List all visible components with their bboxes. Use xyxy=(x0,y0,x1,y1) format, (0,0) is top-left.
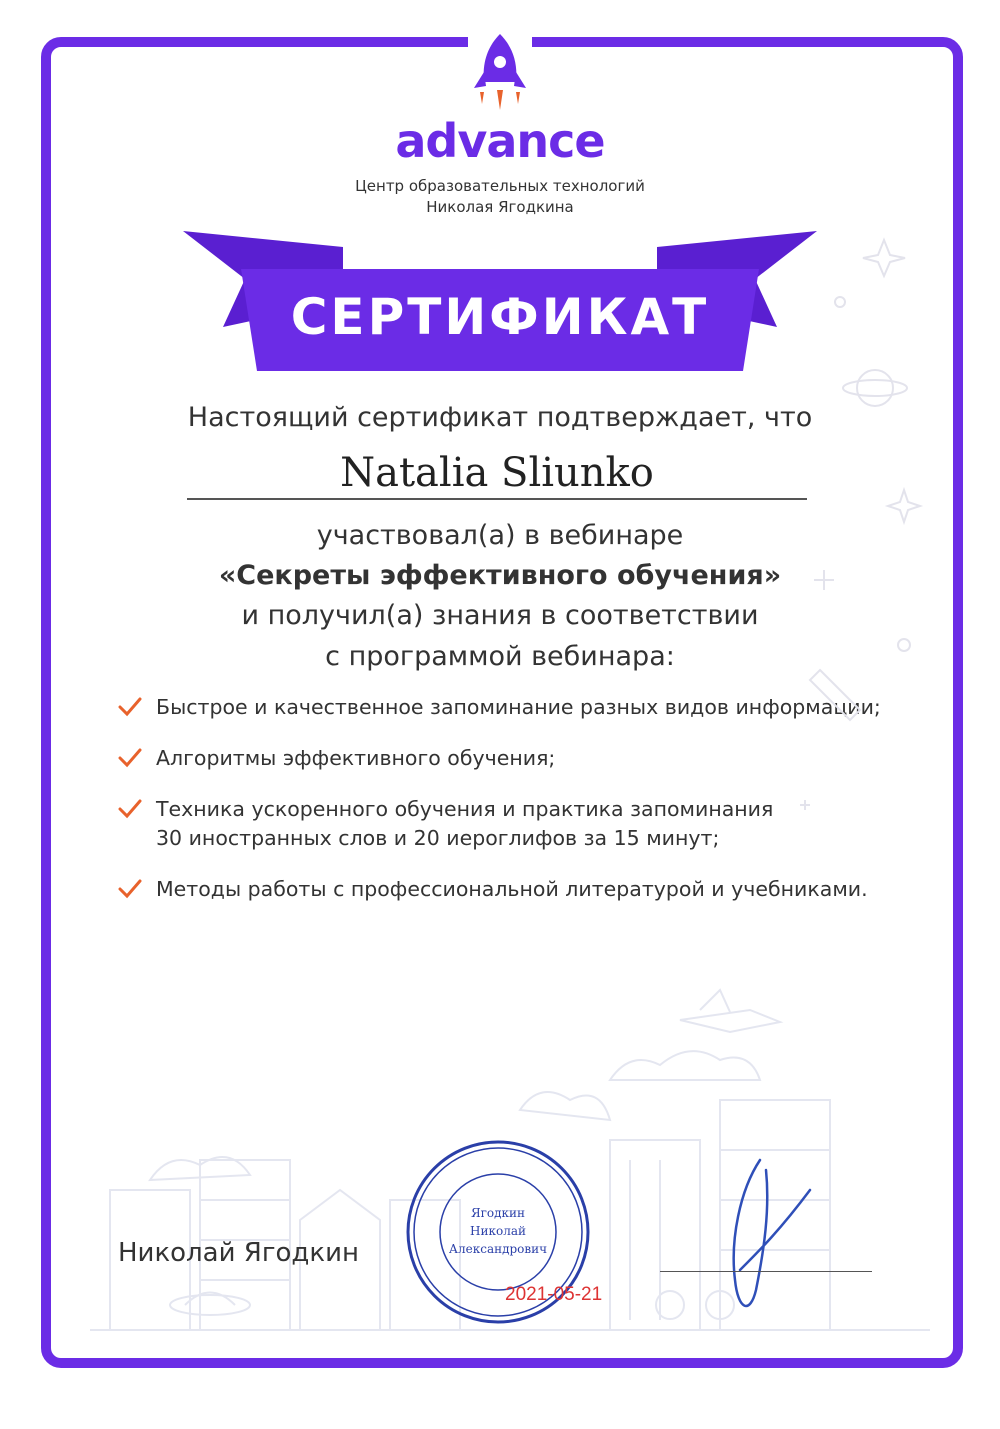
signer-name: Николай Ягодкин xyxy=(118,1238,359,1268)
handwritten-signature-icon xyxy=(700,1150,820,1320)
brand-name: advance xyxy=(395,114,605,168)
checkmark-icon xyxy=(118,798,142,820)
certificate-intro: Настоящий сертификат подтверждает, что xyxy=(187,402,813,433)
program-item-line: Методы работы с профессиональной литературой и учебниками. xyxy=(156,877,868,901)
brand-subtitle-line2: Николая Ягодкина xyxy=(426,198,574,216)
received-text-line2: с программой вебинара: xyxy=(325,641,675,672)
program-item-line: Техника ускоренного обучения и практика запоминания xyxy=(156,797,774,821)
svg-text:Ягодкин: Ягодкин xyxy=(470,1206,526,1220)
space-decoration-icon xyxy=(800,140,940,940)
webinar-title: «Секреты эффективного обучения» xyxy=(218,560,782,591)
brand-subtitle-line1: Центр образовательных технологий xyxy=(355,177,645,195)
program-item-text xyxy=(156,744,555,773)
checkmark-icon xyxy=(118,747,142,769)
program-item-text xyxy=(156,795,773,853)
checkmark-icon xyxy=(118,696,142,718)
program-item-line: Алгоритмы эффективного обучения; xyxy=(156,746,556,770)
checkmark-icon xyxy=(118,878,142,900)
program-item-line: Быстрое и качественное запоминание разных видов информации; xyxy=(156,695,881,719)
received-text-line1: и получил(а) знания в соответствии xyxy=(241,600,759,631)
svg-text:Николай: Николай xyxy=(470,1224,526,1238)
stamp-date: 2021-05-21 xyxy=(505,1284,603,1305)
program-item-text xyxy=(156,693,881,722)
signature-line xyxy=(660,1271,872,1272)
program-item-text xyxy=(156,875,868,904)
recipient-name: Natalia Sliunko xyxy=(340,450,654,496)
recipient-underline xyxy=(187,498,807,500)
rocket-logo-icon xyxy=(466,32,534,118)
certificate-title: СЕРТИФИКАТ xyxy=(290,288,710,346)
svg-text:Александрович: Александрович xyxy=(448,1242,548,1256)
program-item-line: 30 иностранных слов и 20 иероглифов за 15 минут; xyxy=(156,826,720,850)
participated-text: участвовал(а) в вебинаре xyxy=(316,520,684,551)
